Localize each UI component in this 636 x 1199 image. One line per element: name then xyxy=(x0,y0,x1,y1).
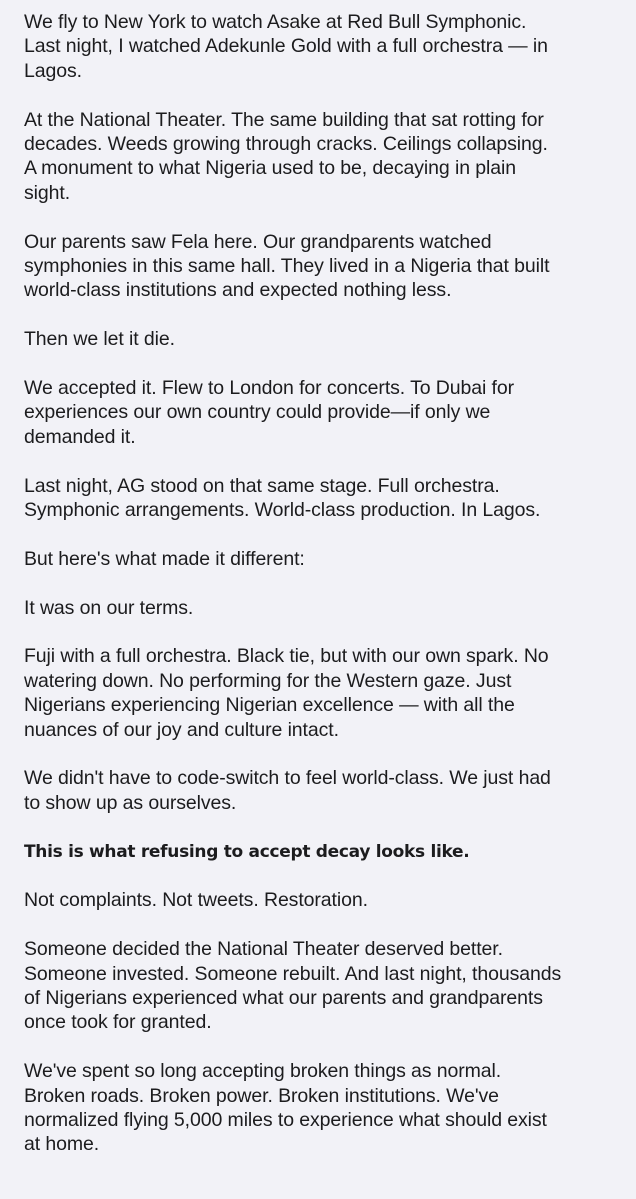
paragraph-5: We accepted it. Flew to London for concerts. To Dubai for experiences our own country could provide—if only we demanded it. xyxy=(24,377,515,448)
bold-statement: This is what refusing to accept decay looks like. xyxy=(24,841,470,862)
paragraph-9: Fuji with a full orchestra. Black tie, but with our own spark. No watering down. No performing for the Western gaze. Just Nigerians experiencing Nigerian excellence — with all the nuances of our joy and culture intact. xyxy=(24,645,549,741)
paragraph-2: At the National Theater. The same building that sat rotting for decades. Weeds growing through cracks. Ceilings collapsing. A monument to what Nigeria used to be, decaying in plain sight. xyxy=(24,108,548,204)
paragraph-7: But here's what made it different: xyxy=(24,547,305,570)
paragraph-8: It was on our terms. xyxy=(24,596,194,619)
paragraph-3: Our parents saw Fela here. Our grandparents watched symphonies in this same hall. They lived in a Nigeria that built world-class institutions and expected nothing less. xyxy=(24,230,550,302)
paragraph-6: Last night, AG stood on that same stage. Full orchestra. Symphonic arrangements. World-class production. In Lagos. xyxy=(24,474,541,522)
paragraph-10: We didn't have to code-switch to feel world-class. We just had to show up as ourselves. xyxy=(24,767,551,814)
paragraph-12: Not complaints. Not tweets. Restoration. xyxy=(24,889,368,912)
paragraph-1: We fly to New York to watch Asake at Red Bull Symphonic. Last night, I watched Adekunle Gold with a full orchestra — in Lagos. xyxy=(24,11,548,82)
paragraph-4: Then we let it die. xyxy=(24,328,175,351)
paragraph-14: We've spent so long accepting broken things as normal. Broken roads. Broken power. Broken institutions. We've normalized flying 5,000 miles to experience what should exist at home. xyxy=(24,1060,547,1156)
document-body xyxy=(24,10,626,1181)
paragraph-13: Someone decided the National Theater deserved better. Someone invested. Someone rebuilt. And last night, thousands of Nigerians experienced what our parents and grandparents once took for granted. xyxy=(24,938,562,1034)
